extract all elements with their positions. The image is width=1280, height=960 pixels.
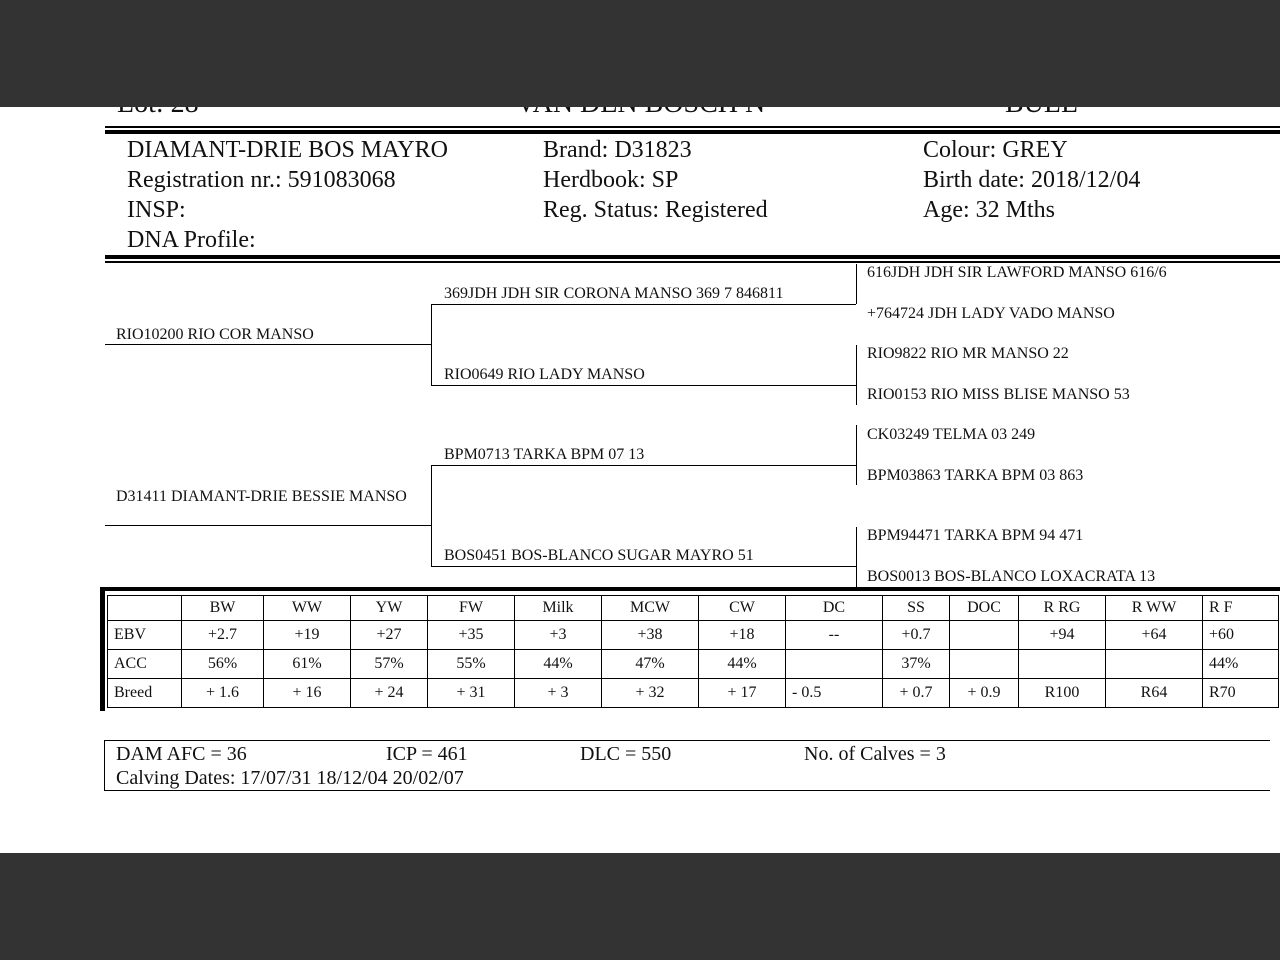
reg-status: Reg. Status: Registered	[543, 197, 768, 223]
rule-thin-2	[105, 261, 1280, 263]
breed-cell: + 31	[428, 679, 515, 708]
sire-name: RIO10200 RIO COR MANSO	[116, 326, 314, 343]
acc-cell: ACC	[108, 650, 182, 679]
ebv-header-cell	[108, 596, 182, 621]
acc-cell	[1106, 650, 1203, 679]
acc-cell	[786, 650, 883, 679]
ebv-header-cell: SS	[883, 596, 950, 621]
breed-cell: Breed	[108, 679, 182, 708]
breed-cell: + 16	[264, 679, 351, 708]
breed-cell: + 3	[515, 679, 602, 708]
dam-info-bottom-line	[104, 790, 1270, 791]
dam-sire-name: BPM0713 TARKA BPM 07 13	[444, 446, 645, 463]
dam-dam-line	[431, 566, 856, 567]
ebv-row	[108, 621, 1279, 650]
acc-cell: 55%	[428, 650, 515, 679]
ebv-table	[107, 595, 1279, 708]
ebv-header-cell: FW	[428, 596, 515, 621]
ebv-cell: +0.7	[883, 621, 950, 650]
bottom-dark-bar	[0, 853, 1280, 960]
ebv-cell: EBV	[108, 621, 182, 650]
breed-cell: + 0.9	[950, 679, 1019, 708]
acc-cell: 37%	[883, 650, 950, 679]
rule-thin	[105, 126, 1280, 128]
rule-thick	[105, 130, 1280, 134]
sire-sire-name: 369JDH JDH SIR CORONA MANSO 369 7 846811	[444, 285, 784, 302]
sire-dam-line	[431, 385, 856, 386]
ebv-header-cell: MCW	[602, 596, 699, 621]
breed-cell: + 32	[602, 679, 699, 708]
ebv-cell: +94	[1019, 621, 1106, 650]
dam-dam-name: BOS0451 BOS-BLANCO SUGAR MAYRO 51	[444, 547, 754, 564]
ebv-header-cell: YW	[351, 596, 428, 621]
breed-row	[108, 679, 1279, 708]
ebv-header-cell: DOC	[950, 596, 1019, 621]
breed-cell: R64	[1106, 679, 1203, 708]
sire-dam-name: RIO0649 RIO LADY MANSO	[444, 366, 645, 383]
acc-cell: 44%	[515, 650, 602, 679]
calving-dates: Calving Dates: 17/07/31 18/12/04 20/02/07	[116, 767, 464, 789]
gg-2: +764724 JDH LADY VADO MANSO	[867, 305, 1115, 322]
acc-cell: 57%	[351, 650, 428, 679]
acc-cell: 44%	[699, 650, 786, 679]
ebv-cell: +2.7	[182, 621, 264, 650]
dam-info-top-line	[105, 740, 1270, 741]
colour: Colour: GREY	[923, 137, 1068, 163]
brand: Brand: D31823	[543, 137, 692, 163]
acc-cell	[950, 650, 1019, 679]
dam-sire-line	[431, 465, 856, 466]
breed-cell: R100	[1019, 679, 1106, 708]
dam-info-left-line	[104, 740, 105, 791]
herdbook: Herdbook: SP	[543, 167, 679, 193]
acc-cell: 44%	[1203, 650, 1279, 679]
ebv-header-row	[108, 596, 1279, 621]
gg-8: BOS0013 BOS-BLANCO LOXACRATA 13	[867, 568, 1156, 585]
registration-number: Registration nr.: 591083068	[127, 167, 396, 193]
breed-cell: + 24	[351, 679, 428, 708]
ebv-cell: +60	[1203, 621, 1279, 650]
ebv-cell: +3	[515, 621, 602, 650]
breed-cell: + 0.7	[883, 679, 950, 708]
birth-date: Birth date: 2018/12/04	[923, 167, 1141, 193]
dam-bracket	[431, 465, 432, 567]
sire-bracket	[431, 304, 432, 386]
gg-5: CK03249 TELMA 03 249	[867, 426, 1036, 443]
dam-line	[105, 525, 431, 526]
dam-afc: DAM AFC = 36	[116, 743, 247, 765]
ebv-left-rule	[100, 587, 105, 711]
insp-label: INSP:	[127, 197, 186, 223]
ebv-header-cell: R WW	[1106, 596, 1203, 621]
ebv-cell: +38	[602, 621, 699, 650]
gg-bracket-1	[856, 264, 857, 304]
breed-cell: - 0.5	[786, 679, 883, 708]
acc-cell: 61%	[264, 650, 351, 679]
ebv-header-cell: BW	[182, 596, 264, 621]
acc-cell: 47%	[602, 650, 699, 679]
ebv-top-rule	[101, 587, 1280, 591]
breed-cell: + 17	[699, 679, 786, 708]
rule-thick-2	[105, 255, 1280, 259]
ebv-cell	[950, 621, 1019, 650]
gg-7: BPM94471 TARKA BPM 94 471	[867, 527, 1084, 544]
icp: ICP = 461	[386, 743, 468, 765]
sire-line	[105, 344, 431, 345]
ebv-cell: +27	[351, 621, 428, 650]
gg-1: 616JDH JDH SIR LAWFORD MANSO 616/6	[867, 264, 1167, 281]
ebv-cell: +19	[264, 621, 351, 650]
ebv-header-cell: DC	[786, 596, 883, 621]
ebv-header-cell: WW	[264, 596, 351, 621]
animal-name: DIAMANT-DRIE BOS MAYRO	[127, 137, 448, 163]
acc-cell: 56%	[182, 650, 264, 679]
ebv-cell: +18	[699, 621, 786, 650]
breed-cell: R70	[1203, 679, 1279, 708]
ebv-header-cell: CW	[699, 596, 786, 621]
gg-bracket-3	[856, 425, 857, 485]
ebv-header-cell: R RG	[1019, 596, 1106, 621]
gg-3: RIO9822 RIO MR MANSO 22	[867, 345, 1069, 362]
dna-profile-label: DNA Profile:	[127, 227, 256, 253]
dlc: DLC = 550	[580, 743, 672, 765]
gg-bracket-2	[856, 345, 857, 405]
ebv-header-cell: Milk	[515, 596, 602, 621]
acc-cell	[1019, 650, 1106, 679]
acc-row	[108, 650, 1279, 679]
number-of-calves: No. of Calves = 3	[804, 743, 946, 765]
ebv-cell: --	[786, 621, 883, 650]
gg-4: RIO0153 RIO MISS BLISE MANSO 53	[867, 386, 1130, 403]
breed-cell: + 1.6	[182, 679, 264, 708]
ebv-cell: +64	[1106, 621, 1203, 650]
top-dark-bar	[0, 0, 1280, 107]
gg-bracket-4	[856, 527, 857, 587]
ebv-header-cell: R F	[1203, 596, 1279, 621]
dam-name: D31411 DIAMANT-DRIE BESSIE MANSO	[116, 488, 407, 505]
sire-sire-line	[431, 304, 856, 305]
age: Age: 32 Mths	[923, 197, 1055, 223]
ebv-cell: +35	[428, 621, 515, 650]
gg-6: BPM03863 TARKA BPM 03 863	[867, 467, 1084, 484]
